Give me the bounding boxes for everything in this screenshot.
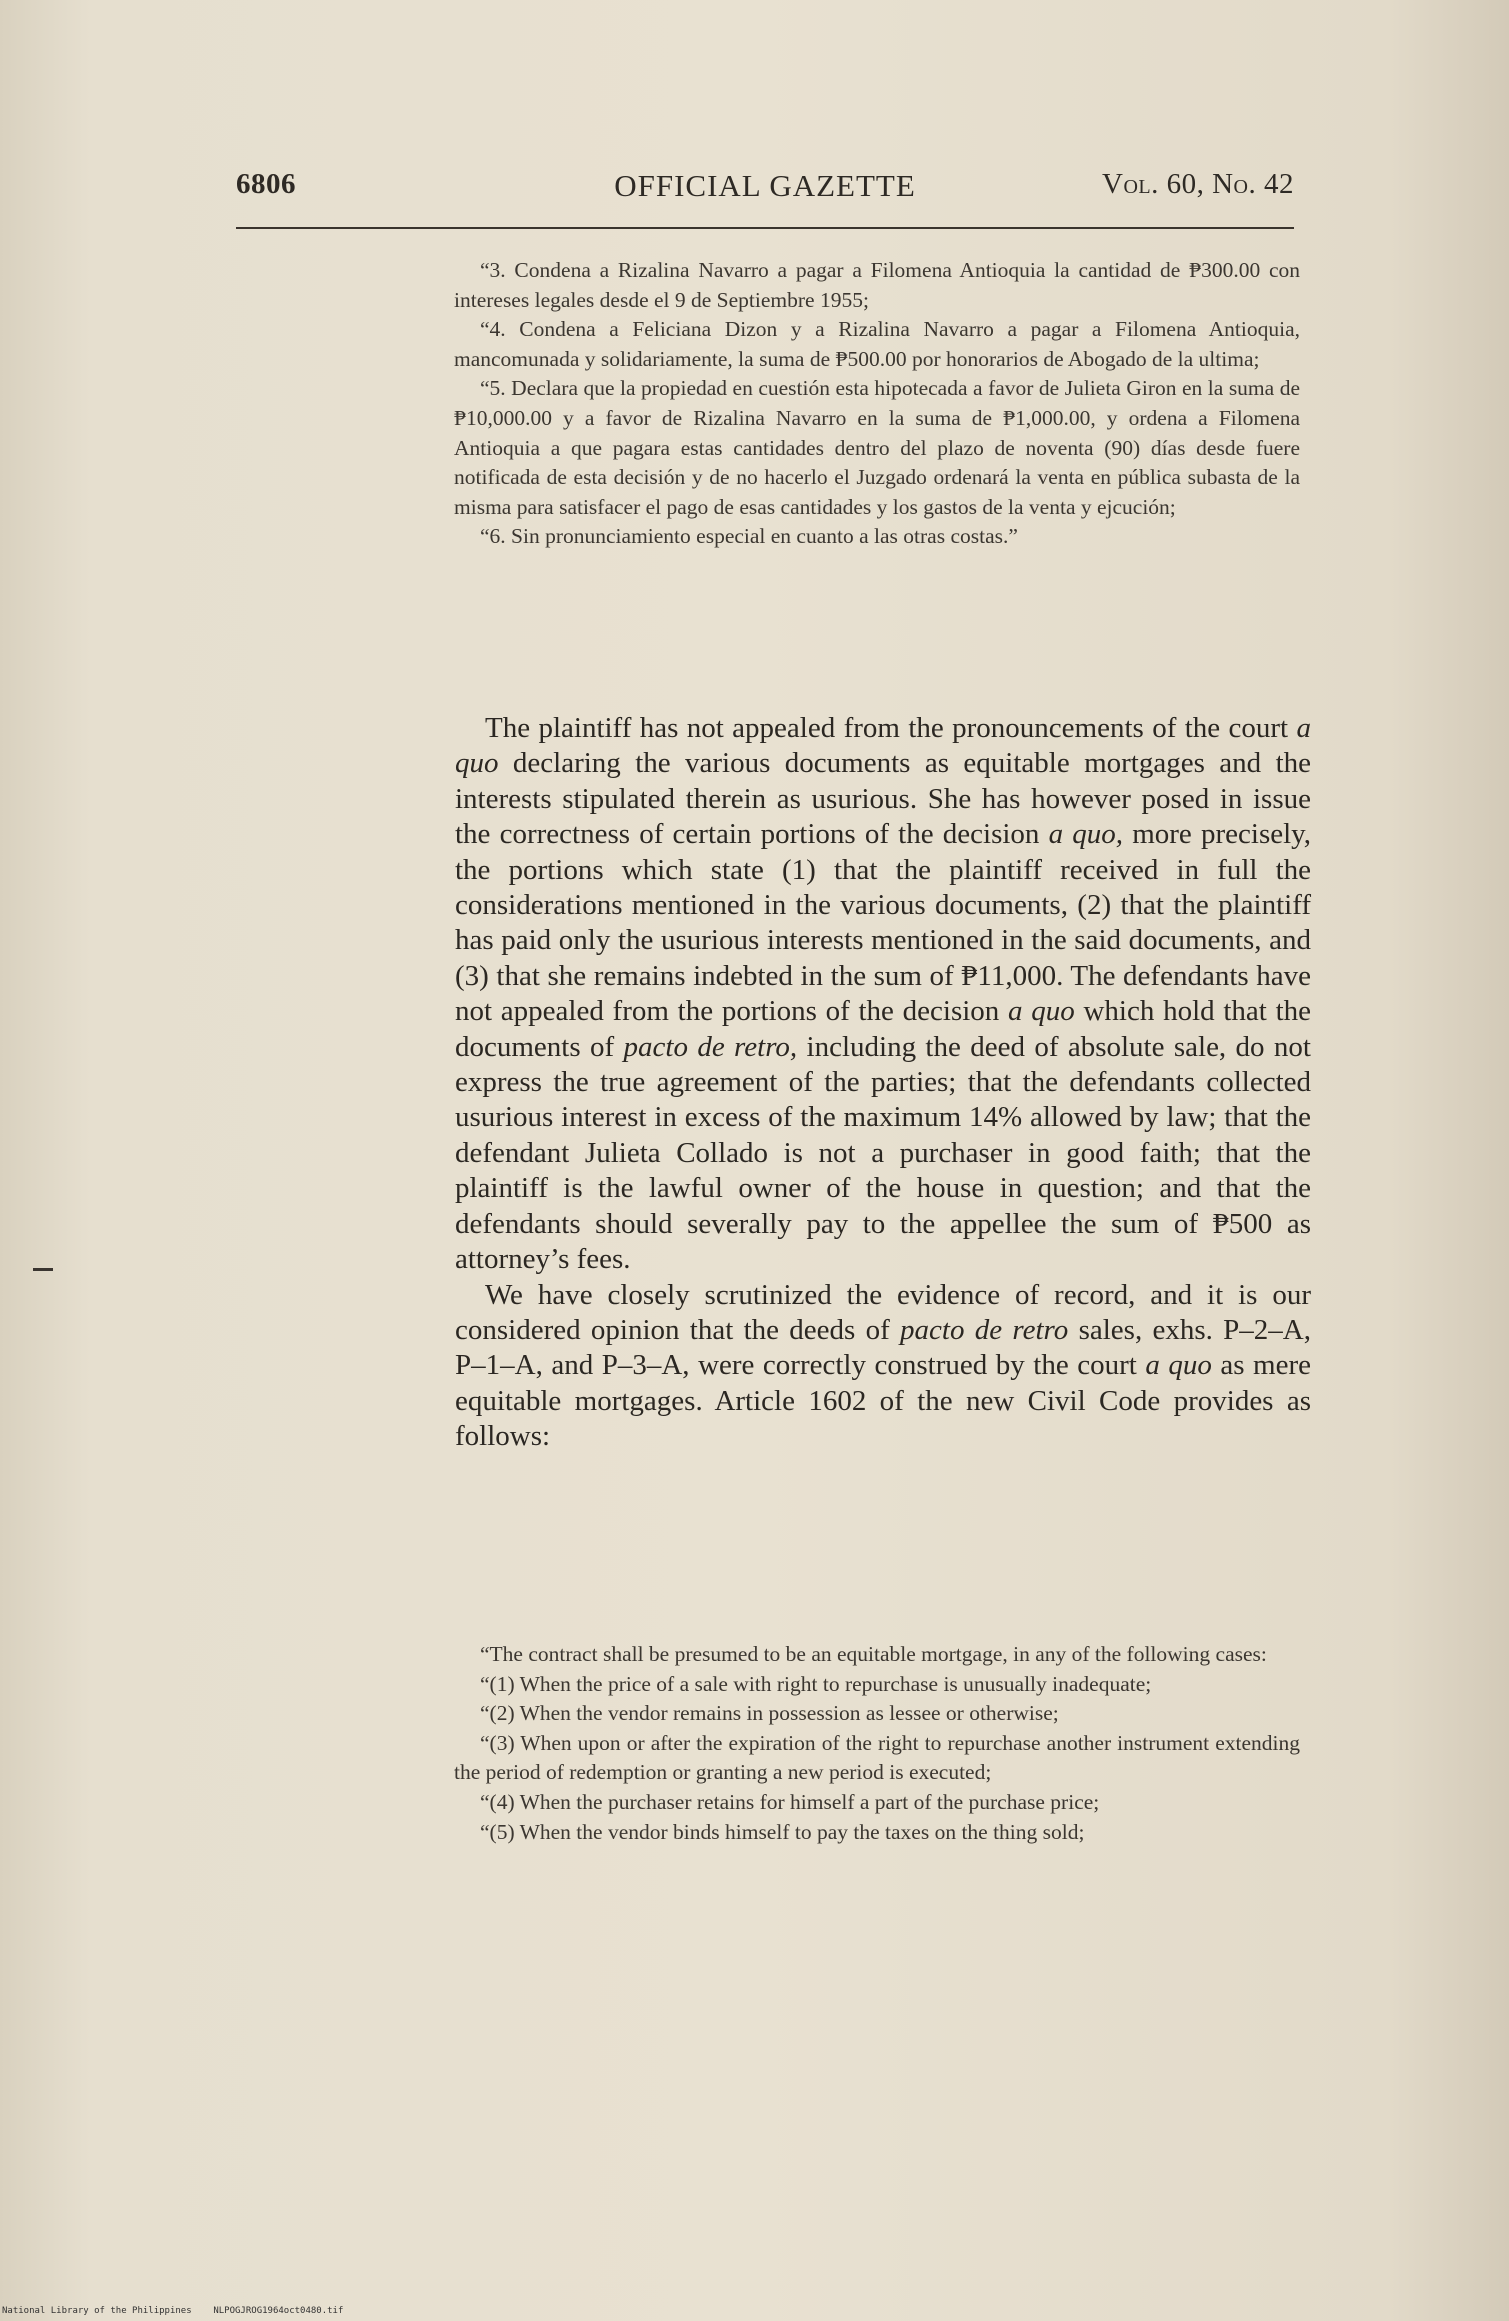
gazette-title: OFFICIAL GAZETTE xyxy=(614,168,916,203)
code-case-5: “(5) When the vendor binds himself to pay the taxes on the thing sold; xyxy=(480,1819,1085,1844)
civil-code-quote xyxy=(454,1640,1300,1847)
order-6: “6. Sin pronunciamiento especial en cuanto a las otras costas.” xyxy=(480,524,1018,549)
file-name: NLPOGJROG1964oct0480.tif xyxy=(213,2306,344,2316)
margin-mark xyxy=(33,1268,53,1271)
code-case-1: “(1) When the price of a sale with right to repurchase is unusually inadequate; xyxy=(480,1671,1152,1696)
court-orders-quote xyxy=(454,256,1300,552)
paragraph-appeal: The plaintiff has not appealed from the pronouncements of the court a quo declaring the various documents as equitable mortgages and the interests stipulated therein as usurious. She has however posed in issue the correctness of certain portions of the decision a quo, more precisely, the portions which state (1) that the plaintiff received in full the considerations mentioned in the various documents, (2) that the plaintiff has paid only the usurious interests mentioned in the said documents, and (3) that she remains indebted in the sum of ₱11,000. The defendants have not appealed from the portions of the decision a quo which hold that the documents of pacto de retro, including the deed of absolute sale, do not express the true agreement of the parties; that the defendants collected usurious interest in excess of the maximum 14% allowed by law; that the defendant Julieta Collado is not a purchaser in good faith; that the plaintiff is the lawful owner of the house in question; and that the defendants should severally pay to the appellee the sum of ₱500 as attorney’s fees. xyxy=(455,712,1312,1276)
page-header xyxy=(236,168,1294,218)
code-case-4: “(4) When the purchaser retains for himself a part of the purchase price; xyxy=(480,1789,1100,1814)
order-4: “4. Condena a Feliciana Dizon y a Rizalina Navarro a pagar a Filomena Antioquia, mancomunada y solidariamente, la suma de ₱500.00 por honorarios de Abogado de la ultima; xyxy=(454,317,1300,371)
library-name: National Library of the Philippines xyxy=(2,2306,192,2316)
header-rule xyxy=(236,227,1294,229)
code-intro: “The contract shall be presumed to be an equitable mortgage, in any of the following cases: xyxy=(480,1642,1267,1666)
order-3: “3. Condena a Rizalina Navarro a pagar a Filomena Antioquia la cantidad de ₱300.00 con intereses legales desde el 9 de Septiembre 1955; xyxy=(454,258,1300,312)
code-case-2: “(2) When the vendor remains in possession as lessee or otherwise; xyxy=(480,1701,1059,1726)
volume-info: Vol. 60, No. 42 xyxy=(1102,168,1294,200)
page-number: 6806 xyxy=(236,168,296,200)
body-text xyxy=(455,711,1311,1455)
paragraph-scrutiny: We have closely scrutinized the evidence of record, and it is our considered opinion that the deeds of pacto de retro sales, exhs. P–2–A, P–1–A, and P–3–A, were correctly construed by the court a quo as mere equitable mortgages. Article 1602 of the new Civil Code provides as follows: xyxy=(455,1278,1311,1453)
order-5: “5. Declara que la propiedad en cuestión esta hipotecada a favor de Julieta Giron en la suma de ₱10,000.00 y a favor de Rizalina Navarro en la suma de ₱1,000.00, y ordena a Filomena Antioquia a que pagara estas cantidades dentro del plazo de noventa (90) días desde fuere notificada de esta decisión y de no hacerlo el Juzgado ordenará la venta en pública subasta de la misma para satisfacer el pago de esas cantidades y los gastos de la venta y ejcución; xyxy=(454,376,1300,519)
code-case-3: “(3) When upon or after the expiration of the right to repurchase another instrument extending the period of redemption or granting a new period is executed; xyxy=(454,1730,1300,1785)
scan-footer xyxy=(2,2306,343,2316)
